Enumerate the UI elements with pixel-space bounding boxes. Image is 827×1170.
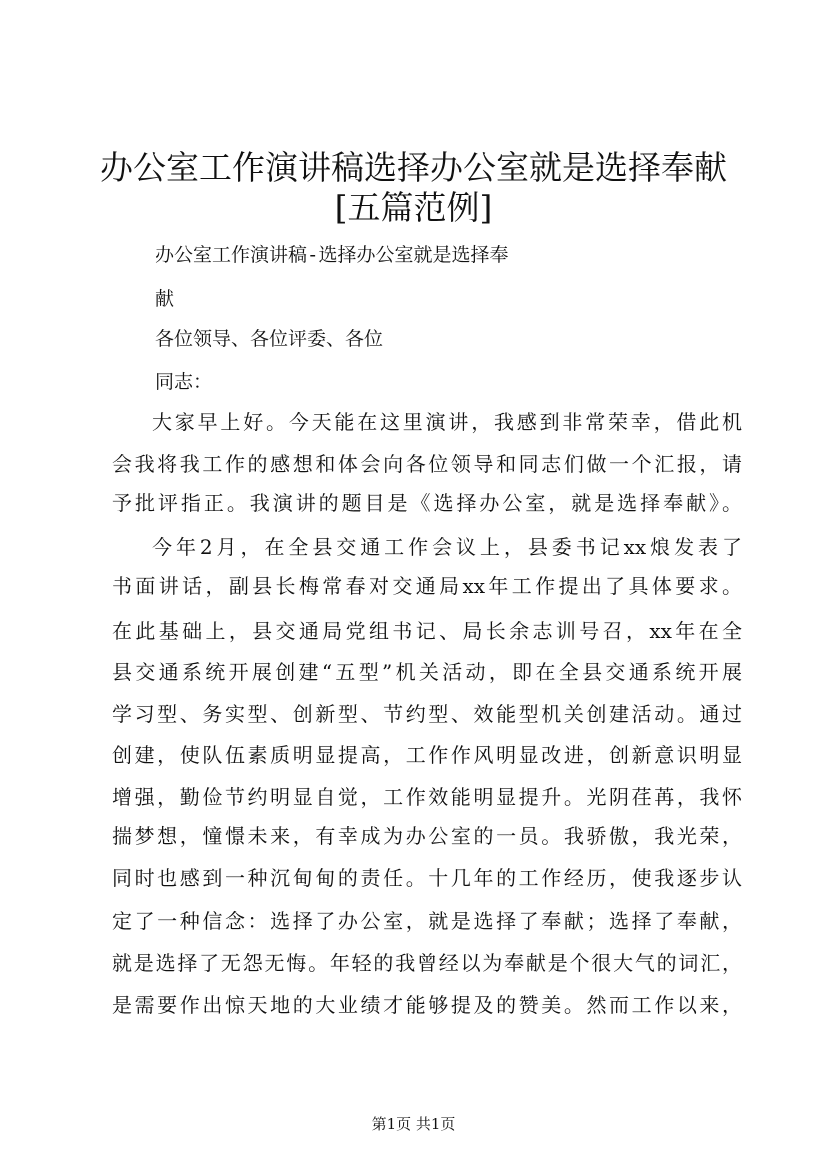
paragraph2-line: 书面讲话，副县长梅常春对交通局xx年工作提出了具体要求。 <box>112 574 742 598</box>
salutation-line2: 同志： <box>155 371 213 393</box>
paragraph2-line: 在此基础上，县交通局党组书记、局长余志训号召，xx年在全 <box>112 619 742 643</box>
document-title-line2: [五篇范例] <box>334 188 493 227</box>
paragraph2-line: 同时也感到一种沉甸甸的责任。十几年的工作经历，使我逐步认 <box>112 866 742 890</box>
paragraph2-line: 就是选择了无怨无悔。年轻的我曾经以为奉献是个很大气的词汇， <box>112 951 742 975</box>
paragraph2-line: 增强，勤俭节约明显自觉，工作效能明显提升。光阴荏苒，我怀 <box>112 785 742 809</box>
document-title-line1: 办公室工作演讲稿选择办公室就是选择奉献 <box>100 148 727 187</box>
paragraph1-line: 大家早上好。今天能在这里演讲，我感到非常荣幸，借此机 <box>152 410 742 434</box>
subtitle-line2: 献 <box>155 288 175 310</box>
paragraph2-line: 是需要作出惊天地的大业绩才能够提及的赞美。然而工作以来， <box>112 993 742 1017</box>
paragraph2-line: 揣梦想，憧憬未来，有幸成为办公室的一员。我骄傲，我光荣， <box>112 824 742 848</box>
paragraph2-line: 定了一种信念：选择了办公室，就是选择了奉献；选择了奉献， <box>112 909 742 933</box>
paragraph2-line: 学习型、务实型、创新型、节约型、效能型机关创建活动。通过 <box>112 702 742 726</box>
paragraph2-line: 县交通系统开展创建“五型”机关活动，即在全县交通系统开展 <box>112 660 742 684</box>
paragraph2-line: 创建，使队伍素质明显提高，工作作风明显改进，创新意识明显 <box>112 743 742 767</box>
paragraph2-line: 今年2月，在全县交通工作会议上，县委书记xx烺发表了 <box>152 535 742 559</box>
salutation-line1: 各位领导、各位评委、各位 <box>155 328 384 350</box>
paragraph1-line: 予批评指正。我演讲的题目是《选择办公室，就是选择奉献》。 <box>112 491 742 515</box>
paragraph1-line: 会我将我工作的感想和体会向各位领导和同志们做一个汇报，请 <box>112 452 742 476</box>
page-footer: 第1页 共1页 <box>371 1115 456 1133</box>
subtitle-line1: 办公室工作演讲稿-选择办公室就是选择奉 <box>155 244 509 266</box>
